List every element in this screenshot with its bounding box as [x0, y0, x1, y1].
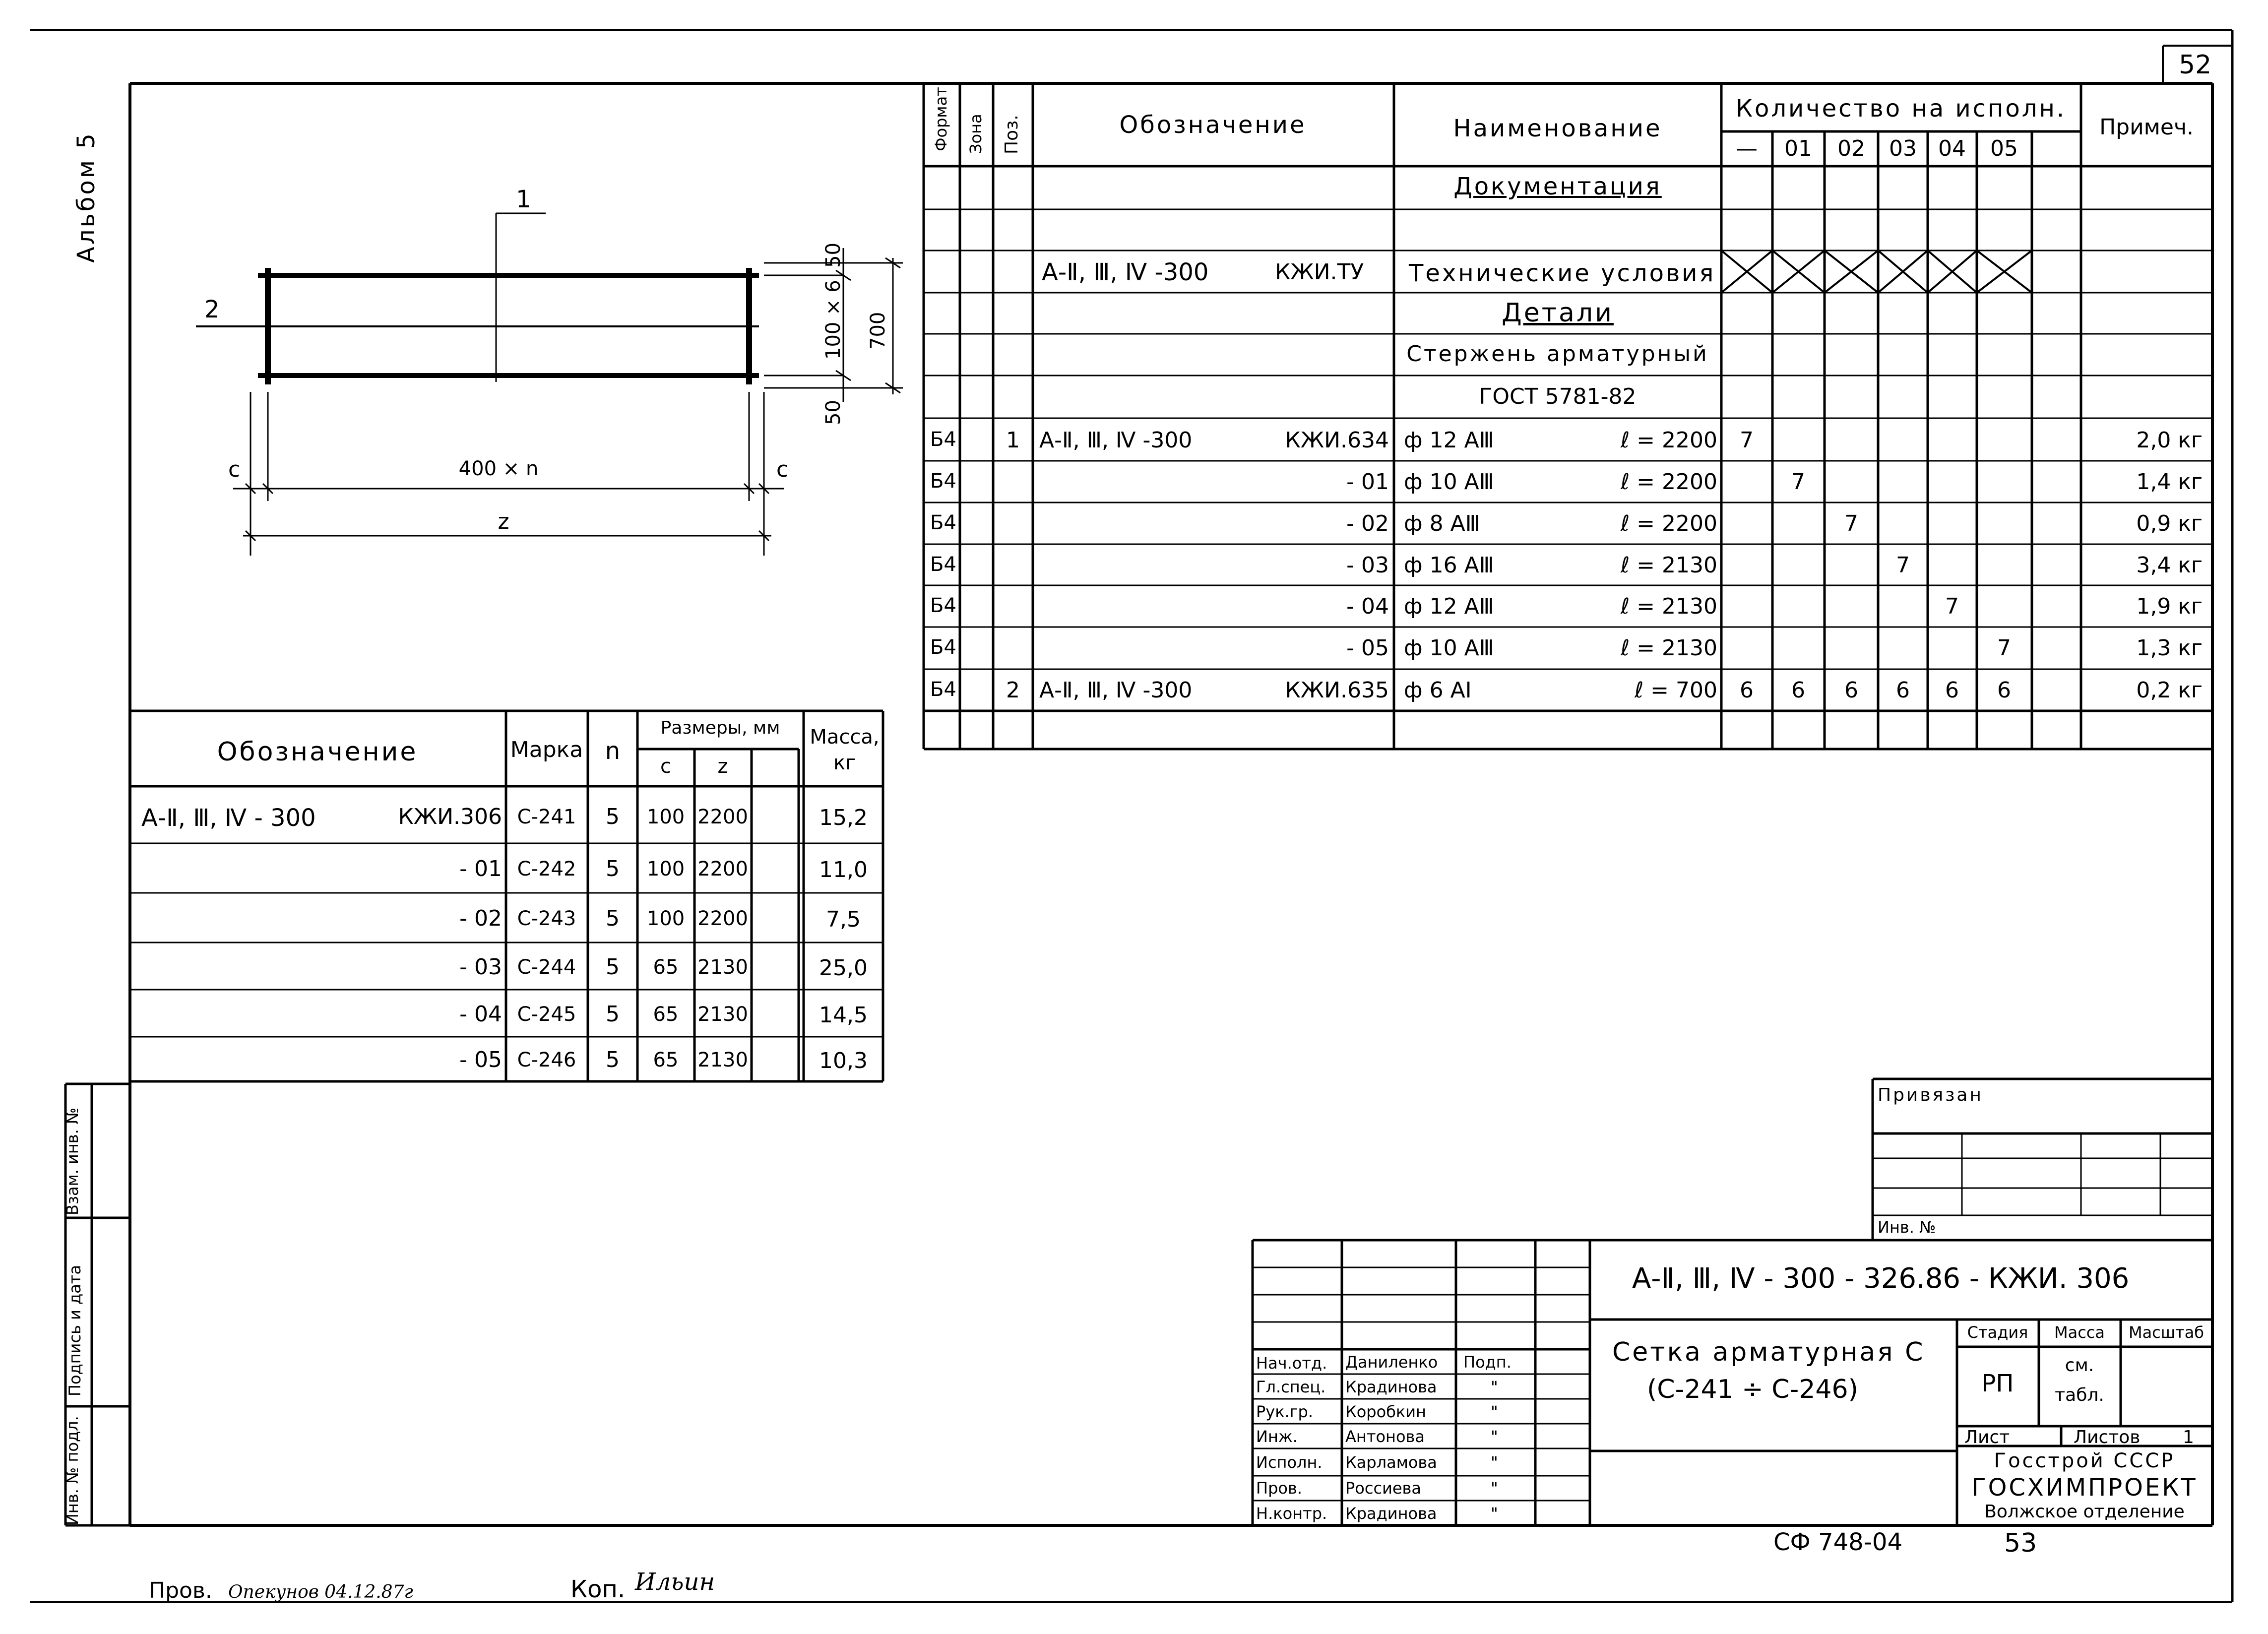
signature-sign: " [1491, 1504, 1498, 1523]
spec-row-format: Б4 [930, 511, 956, 534]
marks-row-mark: С-246 [517, 1049, 576, 1071]
spec-row-designation-b: КЖИ.634 [1285, 428, 1389, 453]
spec-h-designation: Обозначение [1119, 111, 1307, 139]
spec-row-length: ℓ = 2200 [1621, 511, 1717, 536]
marks-row-mark: С-245 [517, 1003, 576, 1026]
spec-row-format: Б4 [930, 428, 956, 451]
spec-row-note: 1,4 кг [2136, 469, 2203, 495]
signature-name: Коробкин [1345, 1402, 1426, 1421]
spec-row-format: Б4 [930, 636, 956, 659]
marks-row-designation-b: - 03 [459, 954, 502, 980]
marks-row-designation-b: - 02 [459, 906, 502, 931]
spec-row-note: 1,3 кг [2136, 635, 2203, 661]
signature-sign: " [1491, 1402, 1498, 1421]
marks-row-n: 5 [606, 856, 620, 881]
spec-row-qty-1: 6 [1791, 678, 1805, 703]
sheet-number: 52 [2179, 50, 2212, 80]
spec-h-exec-2: 02 [1837, 136, 1865, 161]
spec-row-qty-1: 7 [1791, 469, 1805, 495]
marks-row-mass: 14,5 [819, 1003, 868, 1028]
spec-row-format: Б4 [930, 470, 956, 493]
title-org-2: ГОСХИМПРОЕКТ [1971, 1474, 2198, 1502]
spec-row-qty-5: 6 [1997, 678, 2011, 703]
signature-name: Антонова [1345, 1427, 1425, 1446]
stamp-inv-orig: Инв. № подл. [63, 1416, 82, 1525]
spec-row-length: ℓ = 2130 [1621, 594, 1717, 619]
marks-row-mark: С-244 [517, 956, 576, 979]
signature-name: Карламова [1345, 1453, 1437, 1472]
marks-row-mass: 7,5 [826, 907, 861, 932]
spec-row-note: 1,9 кг [2136, 594, 2203, 619]
spec-row-diameter: ф 16 АⅢ [1404, 553, 1495, 578]
title-sheets-h: Листов [2074, 1427, 2141, 1447]
privyazan-title: Привязан [1878, 1085, 1983, 1105]
spec-row-designation-b: - 02 [1346, 511, 1389, 536]
spec-row-length: ℓ = 2130 [1621, 553, 1717, 578]
marks-row-designation-a: А-Ⅱ, Ⅲ, Ⅳ - 300 [141, 804, 316, 832]
spec-h-exec-5: 05 [1990, 136, 2018, 161]
marks-row-c: 100 [646, 907, 685, 930]
spec-h-note: Примеч. [2099, 115, 2194, 140]
spec-row-diameter: ф 12 АⅢ [1404, 428, 1495, 453]
spec-doc-designation-b: КЖИ.ТУ [1275, 259, 1364, 285]
spec-h-exec-1: 01 [1784, 136, 1812, 161]
spec-h-exec-4: 04 [1938, 136, 1966, 161]
signature-name: Россиева [1345, 1479, 1422, 1498]
marks-row-n: 5 [606, 1047, 620, 1072]
title-org-1: Госстрой СССР [1994, 1449, 2175, 1472]
marks-row-mass: 10,3 [819, 1048, 868, 1073]
spec-row-length: ℓ = 2200 [1621, 428, 1717, 453]
footer-page: 53 [2004, 1528, 2037, 1558]
signature-sign: " [1491, 1427, 1498, 1446]
marks-row-c: 65 [653, 1003, 679, 1026]
dim-700: 700 [867, 312, 889, 350]
signature-name: Даниленко [1345, 1353, 1438, 1372]
spec-part-title-2: ГОСТ 5781-82 [1479, 384, 1637, 409]
spec-row-qty-0: 6 [1740, 678, 1754, 703]
title-name-2: (С-241 ÷ С-246) [1647, 1375, 1858, 1404]
spec-row-diameter: ф 10 АⅢ [1404, 469, 1495, 495]
marks-row-designation-b: - 04 [459, 1002, 502, 1027]
footer-copied-label: Коп. [570, 1575, 626, 1603]
marks-h-n: n [605, 737, 621, 765]
footer-copied-signature: Ильин [635, 1568, 715, 1596]
spec-row-note: 3,4 кг [2136, 553, 2203, 578]
marks-row-mark: С-241 [517, 806, 576, 828]
title-scale-h: Масштаб [2128, 1323, 2205, 1342]
spec-doc-designation-a: А-Ⅱ, Ⅲ, Ⅳ -300 [1042, 258, 1209, 286]
title-mass-value-2: табл. [2055, 1385, 2104, 1405]
spec-row-format: Б4 [930, 678, 956, 701]
marks-row-n: 5 [606, 954, 620, 980]
footer-checked-signature: Опекунов 04.12.87г [228, 1582, 413, 1602]
title-sheets-value: 1 [2183, 1427, 2194, 1447]
marks-h-c: c [660, 755, 671, 778]
dim-50-top: 50 [822, 243, 845, 268]
dim-c-right: c [776, 457, 789, 482]
signature-role: Исполн. [1256, 1453, 1323, 1472]
marks-row-mass: 25,0 [819, 955, 868, 981]
spec-h-zone: Зона [966, 114, 985, 154]
marks-row-n: 5 [606, 1002, 620, 1027]
spec-row-designation-a: А-Ⅱ, Ⅲ, Ⅳ -300 [1039, 428, 1193, 453]
title-name-1: Сетка арматурная С [1612, 1337, 1925, 1367]
signature-sign: " [1491, 1479, 1498, 1498]
spec-row-qty-3: 7 [1896, 553, 1910, 578]
marks-h-mass: Масса, кг [810, 726, 880, 774]
spec-row-note: 2,0 кг [2136, 428, 2203, 453]
spec-part-title-1: Стержень арматурный [1406, 341, 1709, 367]
signature-name: Крадинова [1345, 1378, 1437, 1396]
marks-row-designation-b: - 01 [459, 856, 502, 881]
spec-h-format: Формат [932, 87, 950, 151]
position-label-2: 2 [204, 296, 220, 323]
marks-row-z: 2130 [697, 956, 748, 979]
spec-row-diameter: ф 10 АⅢ [1404, 635, 1495, 661]
marks-row-mark: С-242 [517, 858, 576, 880]
spec-row-format: Б4 [930, 553, 956, 576]
marks-row-c: 100 [646, 806, 685, 828]
marks-h-mark: Марка [510, 737, 583, 762]
marks-row-z: 2130 [697, 1049, 748, 1071]
signature-role: Рук.гр. [1256, 1402, 1314, 1421]
marks-row-designation-b: - 05 [459, 1047, 502, 1072]
stamp-vzam-inv: Взам. инв. № [63, 1107, 82, 1215]
marks-row-c: 100 [646, 858, 685, 880]
spec-row-qty-2: 6 [1844, 678, 1858, 703]
signature-sign: " [1491, 1378, 1498, 1396]
spec-row-pos: 1 [1006, 428, 1020, 453]
spec-row-designation-a: А-Ⅱ, Ⅲ, Ⅳ -300 [1039, 678, 1193, 703]
stamp-sign-date: Подпись и дата [65, 1264, 84, 1396]
marks-row-mass: 11,0 [819, 857, 868, 882]
marks-h-designation: Обозначение [217, 737, 418, 767]
marks-row-z: 2130 [697, 1003, 748, 1026]
title-sheet-h: Лист [1964, 1427, 2010, 1447]
spec-row-qty-5: 7 [1997, 635, 2011, 661]
spec-row-length: ℓ = 700 [1635, 678, 1717, 703]
title-mass-value-1: см. [2065, 1355, 2094, 1376]
spec-row-qty-4: 6 [1945, 678, 1959, 703]
spec-row-note: 0,2 кг [2136, 678, 2203, 703]
signature-role: Н.контр. [1256, 1504, 1327, 1523]
signature-role: Гл.спец. [1256, 1378, 1326, 1396]
spec-row-qty-4: 7 [1945, 594, 1959, 619]
spec-row-length: ℓ = 2200 [1621, 469, 1717, 495]
title-code: А-Ⅱ, Ⅲ, Ⅳ - 300 - 326.86 - КЖИ. 306 [1632, 1262, 2130, 1295]
spec-row-designation-b: - 01 [1346, 469, 1389, 495]
dim-100x6: 100 × 6 [822, 280, 845, 360]
signature-name: Крадинова [1345, 1504, 1437, 1523]
title-mass-h: Масса [2054, 1323, 2105, 1342]
marks-row-c: 65 [653, 1049, 679, 1071]
spec-row-diameter: ф 12 АⅢ [1404, 594, 1495, 619]
spec-h-qty-title: Количество на исполн. [1735, 95, 2067, 123]
spec-row-length: ℓ = 2130 [1621, 635, 1717, 661]
title-stage-value: РП [1981, 1370, 2014, 1397]
marks-row-z: 2200 [697, 858, 748, 880]
spec-row-qty-3: 6 [1896, 678, 1910, 703]
spec-section-parts: Детали [1502, 298, 1614, 328]
title-sign-header: Подп. [1463, 1353, 1512, 1372]
footer-checked-label: Пров. [149, 1578, 212, 1603]
spec-h-exec-3: 03 [1889, 136, 1917, 161]
marks-row-designation-b: КЖИ.306 [398, 804, 502, 829]
marks-row-mark: С-243 [517, 907, 576, 930]
spec-h-exec-0: — [1736, 136, 1758, 161]
title-org-3: Волжское отделение [1984, 1502, 2185, 1522]
signature-role: Пров. [1256, 1479, 1302, 1498]
spec-row-designation-b: КЖИ.635 [1285, 678, 1389, 703]
spec-h-name: Наименование [1453, 115, 1662, 142]
spec-doc-name: Технические условия [1409, 259, 1716, 287]
marks-row-n: 5 [606, 906, 620, 931]
dim-50-bottom: 50 [822, 400, 845, 425]
spec-row-designation-b: - 03 [1346, 553, 1389, 578]
spec-row-diameter: ф 8 АⅢ [1404, 511, 1481, 536]
spec-row-qty-0: 7 [1740, 428, 1754, 453]
spec-row-qty-2: 7 [1844, 511, 1858, 536]
spec-row-format: Б4 [930, 594, 956, 617]
marks-row-mass: 15,2 [819, 805, 868, 830]
spec-row-pos: 2 [1006, 678, 1020, 703]
spec-row-designation-b: - 05 [1346, 635, 1389, 661]
position-label-1: 1 [516, 186, 531, 213]
marks-row-c: 65 [653, 956, 679, 979]
spec-h-pos: Поз. [1002, 115, 1022, 154]
spec-section-docs: Документация [1453, 173, 1662, 200]
marks-row-z: 2200 [697, 806, 748, 828]
spec-row-diameter: ф 6 АⅠ [1404, 678, 1472, 703]
signature-role: Инж. [1256, 1427, 1298, 1446]
marks-row-z: 2200 [697, 907, 748, 930]
spec-row-note: 0,9 кг [2136, 511, 2203, 536]
marks-h-sizes: Размеры, мм [660, 718, 780, 738]
spec-row-designation-b: - 04 [1346, 594, 1389, 619]
privyazan-inv: Инв. № [1878, 1218, 1936, 1237]
footer-sf-code: СФ 748-04 [1773, 1528, 1903, 1556]
dim-400n: 400 × n [458, 457, 539, 480]
marks-h-z: z [717, 755, 728, 778]
marks-row-n: 5 [606, 804, 620, 829]
signature-role: Нач.отд. [1256, 1354, 1327, 1373]
title-stage-h: Стадия [1967, 1323, 2028, 1342]
signature-sign: " [1491, 1453, 1498, 1472]
album-label: Альбом 5 [72, 131, 100, 263]
dim-z: z [498, 509, 509, 534]
dim-c-left: c [228, 457, 241, 482]
